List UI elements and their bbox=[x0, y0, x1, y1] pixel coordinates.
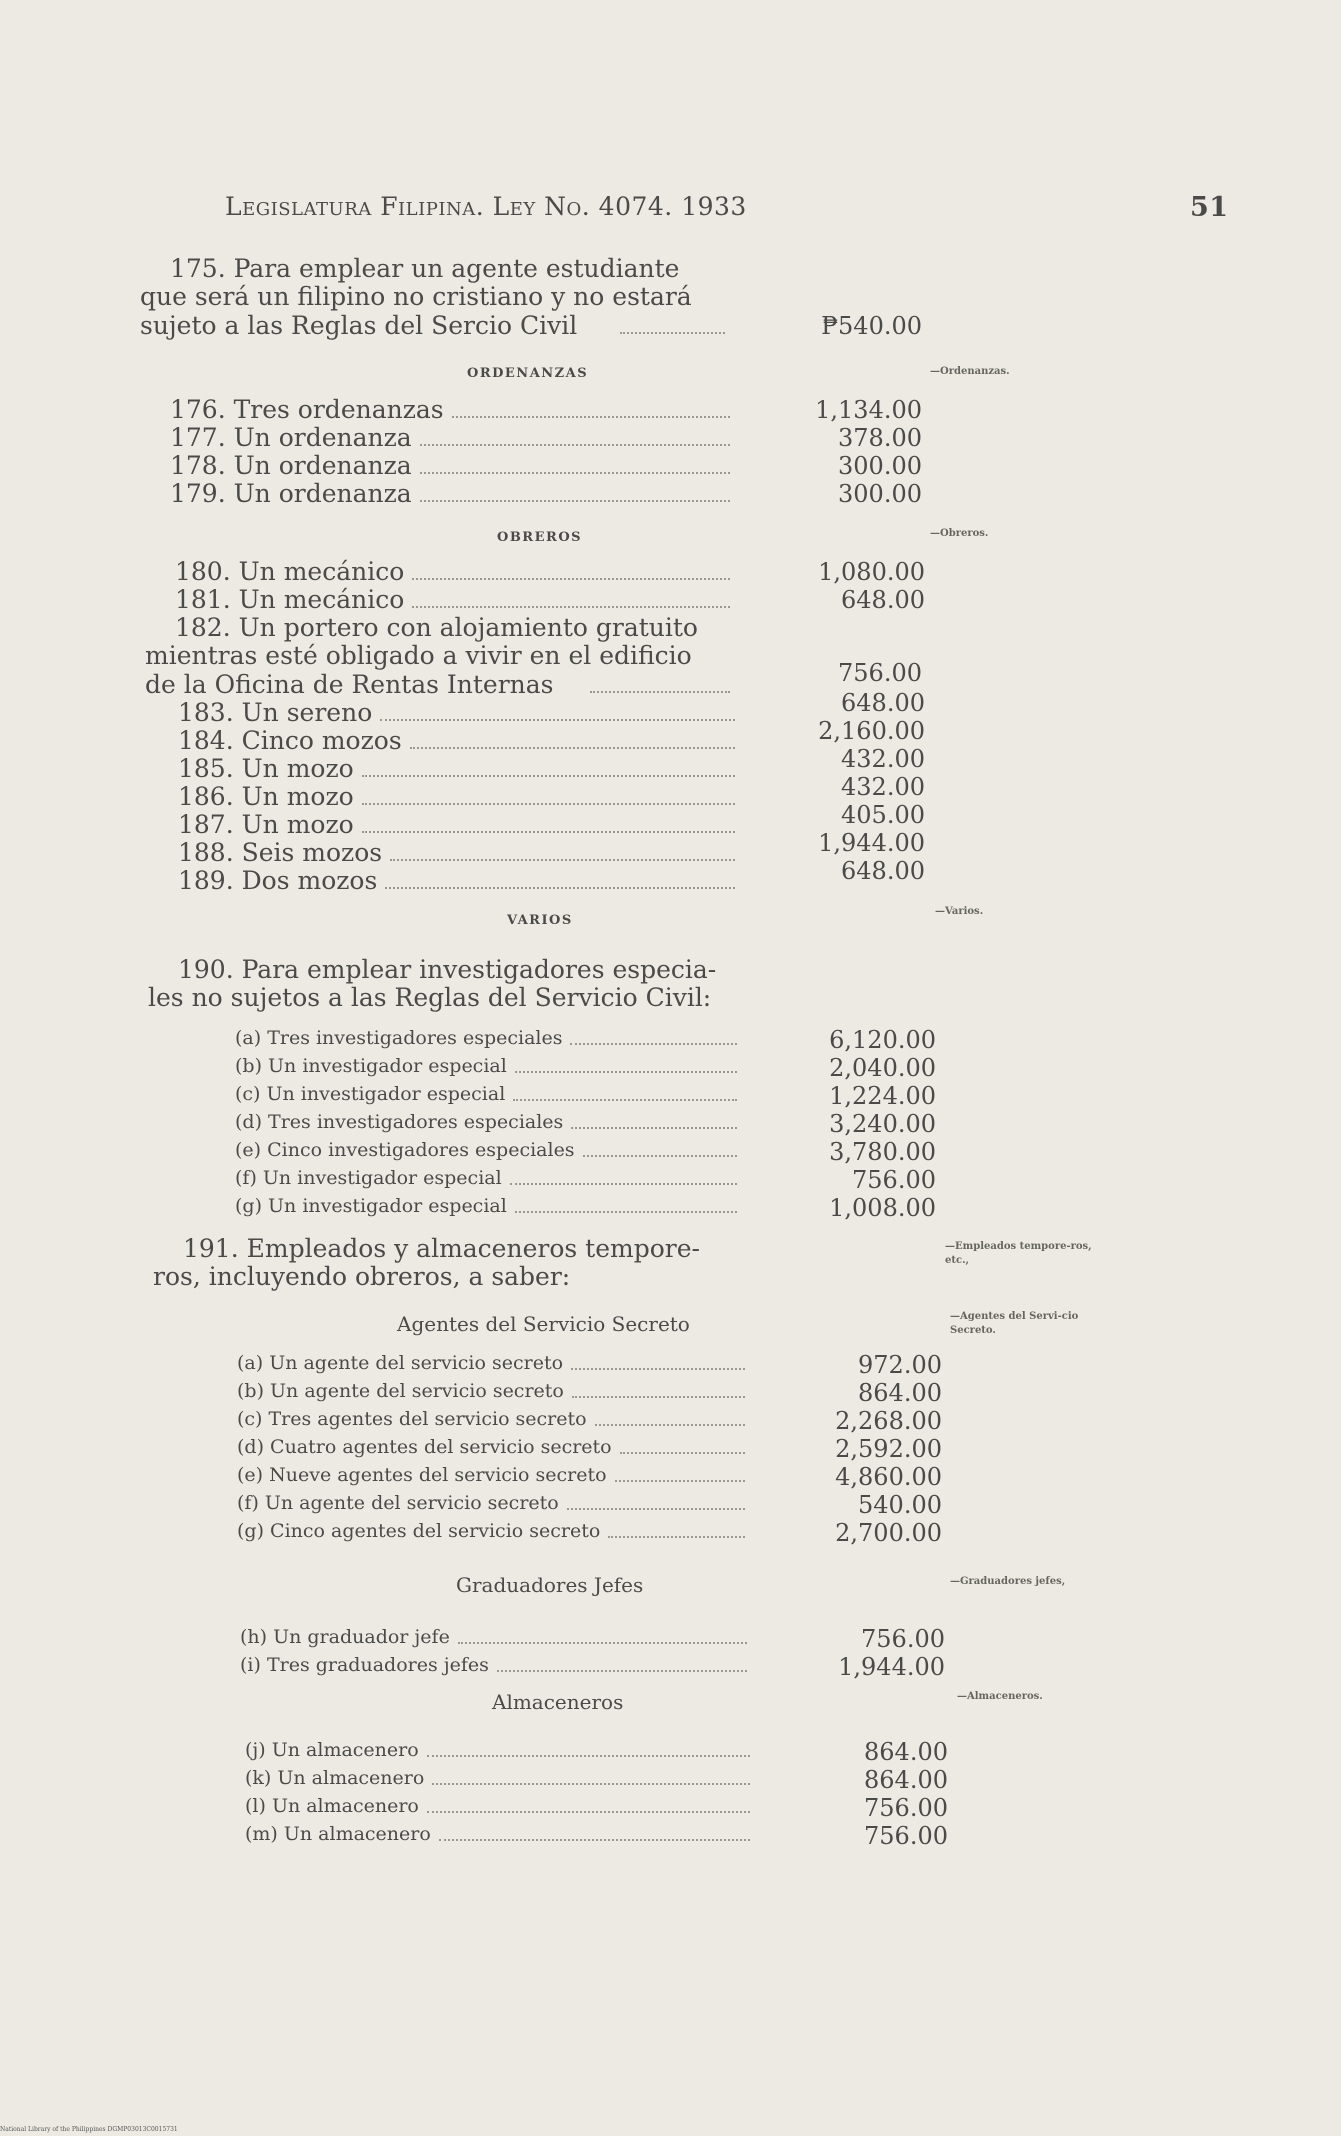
line-item-label: (g) Cinco agentes del servicio secreto bbox=[237, 1520, 601, 1542]
line-item bbox=[240, 1624, 752, 1651]
line-item-label: (d) Tres investigadores especiales bbox=[235, 1111, 564, 1133]
section-heading-varios: VARIOS bbox=[507, 913, 573, 928]
section-heading-ordenanzas: ORDENANZAS bbox=[467, 366, 589, 381]
line-item-amount: 1,944.00 bbox=[838, 1653, 945, 1681]
line-item bbox=[235, 1025, 742, 1052]
leader-dots bbox=[420, 479, 730, 502]
margin-note-almaceneros: —Almaceneros. bbox=[957, 1691, 1043, 1702]
leader-dots bbox=[615, 1462, 745, 1482]
leader-dots bbox=[385, 866, 735, 889]
margin-note-agentes: —Agentes del Servi-cio Secreto. bbox=[950, 1311, 1079, 1336]
item-175-line-3-label: sujeto a las Reglas del Sercio Civil bbox=[140, 311, 578, 340]
line-item-label: (j) Un almacenero bbox=[245, 1739, 419, 1761]
leader-dots bbox=[390, 838, 735, 861]
item-191-line-1: 191. Empleados y almaceneros tempore- bbox=[183, 1234, 700, 1263]
line-item bbox=[237, 1434, 750, 1461]
leader-dots bbox=[513, 1081, 737, 1101]
line-item-label: 177. Un ordenanza bbox=[170, 423, 412, 452]
item-190-line-1: 190. Para emplear investigadores especia- bbox=[178, 955, 717, 984]
line-item bbox=[178, 754, 740, 784]
leader-dots bbox=[570, 1025, 737, 1045]
line-item-amount: 1,134.00 bbox=[815, 396, 922, 424]
line-item-label: 178. Un ordenanza bbox=[170, 451, 412, 480]
line-item-amount: 2,040.00 bbox=[829, 1054, 936, 1082]
line-item bbox=[237, 1518, 750, 1545]
leader-dots bbox=[497, 1652, 747, 1672]
leader-dots bbox=[362, 754, 735, 777]
page-header bbox=[225, 192, 1229, 228]
item-182-line-1: 182. Un portero con alojamiento gratuito bbox=[175, 613, 698, 642]
line-item-amount: 2,700.00 bbox=[835, 1519, 942, 1547]
leader-dots bbox=[380, 698, 735, 721]
line-item bbox=[170, 395, 735, 425]
line-item-amount: 2,268.00 bbox=[835, 1407, 942, 1435]
leader-dots bbox=[427, 1737, 750, 1757]
line-item-amount: 648.00 bbox=[841, 689, 925, 717]
line-item-amount: 1,080.00 bbox=[818, 558, 925, 586]
page-number: 51 bbox=[1190, 192, 1229, 223]
line-item-label: (h) Un graduador jefe bbox=[240, 1626, 450, 1648]
line-item bbox=[235, 1081, 742, 1108]
line-item-amount: 3,780.00 bbox=[829, 1138, 936, 1166]
line-item-label: (e) Cinco investigadores especiales bbox=[235, 1139, 575, 1161]
item-182-amount: 756.00 bbox=[838, 659, 922, 687]
leader-dots bbox=[362, 782, 735, 805]
line-item-amount: 300.00 bbox=[838, 452, 922, 480]
line-item bbox=[178, 838, 740, 868]
leader-dots bbox=[412, 585, 730, 608]
line-item-label: (m) Un almacenero bbox=[245, 1823, 431, 1845]
leader-dots bbox=[572, 1378, 745, 1398]
leader-dots bbox=[590, 670, 730, 693]
line-item-amount: 756.00 bbox=[864, 1794, 948, 1822]
line-item bbox=[237, 1490, 750, 1517]
line-item-label: 183. Un sereno bbox=[178, 698, 373, 727]
line-item bbox=[237, 1462, 750, 1489]
leader-dots bbox=[595, 1406, 745, 1426]
line-item-label: 187. Un mozo bbox=[178, 810, 354, 839]
line-item bbox=[245, 1793, 755, 1820]
line-item-amount: 2,592.00 bbox=[835, 1435, 942, 1463]
item-175-amount: ₱540.00 bbox=[821, 312, 922, 340]
line-item-amount: 648.00 bbox=[841, 857, 925, 885]
line-item-amount: 300.00 bbox=[838, 480, 922, 508]
margin-note-varios: —Varios. bbox=[935, 906, 984, 917]
line-item-label: 180. Un mecánico bbox=[175, 557, 405, 586]
line-item bbox=[175, 585, 735, 615]
leader-dots bbox=[583, 1137, 737, 1157]
line-item-label: 185. Un mozo bbox=[178, 754, 354, 783]
line-item-amount: 432.00 bbox=[841, 773, 925, 801]
line-item-amount: 6,120.00 bbox=[829, 1026, 936, 1054]
leader-dots bbox=[620, 1434, 745, 1454]
line-item bbox=[178, 866, 740, 896]
leader-dots bbox=[571, 1350, 745, 1370]
margin-note-graduadores: —Graduadores jefes, bbox=[950, 1576, 1066, 1587]
line-item-label: (c) Un investigador especial bbox=[235, 1083, 506, 1105]
line-item-amount: 432.00 bbox=[841, 745, 925, 773]
line-item-label: (g) Un investigador especial bbox=[235, 1195, 507, 1217]
scan-footer: National Library of the Philippines DGMP03013C0015731 bbox=[0, 2126, 178, 2133]
margin-note-ordenanzas: —Ordenanzas. bbox=[930, 366, 1010, 377]
line-item bbox=[175, 557, 735, 587]
leader-dots bbox=[620, 311, 725, 334]
leader-dots bbox=[420, 423, 730, 446]
item-182-line-2: mientras esté obligado a vivir en el edificio bbox=[145, 641, 692, 670]
line-item bbox=[235, 1165, 742, 1192]
line-item bbox=[235, 1109, 742, 1136]
line-item-label: (b) Un investigador especial bbox=[235, 1055, 507, 1077]
line-item-label: (f) Un investigador especial bbox=[235, 1167, 502, 1189]
line-item-label: 189. Dos mozos bbox=[178, 866, 378, 895]
leader-dots bbox=[608, 1518, 745, 1538]
subheading-almaceneros: Almaceneros bbox=[492, 1690, 624, 1714]
line-item bbox=[245, 1765, 755, 1792]
item-182-line-3-label: de la Oficina de Rentas Internas bbox=[145, 670, 554, 699]
leader-dots bbox=[458, 1624, 747, 1644]
item-190-line-2: les no sujetos a las Reglas del Servicio Civil: bbox=[148, 983, 712, 1012]
line-item bbox=[240, 1652, 752, 1679]
item-175-line-3 bbox=[140, 311, 730, 341]
line-item bbox=[237, 1350, 750, 1377]
line-item-amount: 1,224.00 bbox=[829, 1082, 936, 1110]
leader-dots bbox=[420, 451, 730, 474]
line-item bbox=[237, 1378, 750, 1405]
line-item-label: 184. Cinco mozos bbox=[178, 726, 402, 755]
item-175-line-2: que será un filipino no cristiano y no estará bbox=[140, 282, 692, 311]
section-heading-obreros: OBREROS bbox=[497, 530, 583, 545]
item-175-line-1: 175. Para emplear un agente estudiante bbox=[170, 254, 680, 283]
leader-dots bbox=[412, 557, 730, 580]
line-item-amount: 1,944.00 bbox=[818, 829, 925, 857]
leader-dots bbox=[362, 810, 735, 833]
line-item-label: (d) Cuatro agentes del servicio secreto bbox=[237, 1436, 612, 1458]
line-item bbox=[245, 1737, 755, 1764]
line-item-label: (c) Tres agentes del servicio secreto bbox=[237, 1408, 587, 1430]
line-item-label: (a) Tres investigadores especiales bbox=[235, 1027, 563, 1049]
leader-dots bbox=[571, 1109, 737, 1129]
line-item-amount: 2,160.00 bbox=[818, 717, 925, 745]
line-item-amount: 540.00 bbox=[858, 1491, 942, 1519]
leader-dots bbox=[439, 1821, 750, 1841]
subheading-agentes: Agentes del Servicio Secreto bbox=[397, 1312, 690, 1336]
line-item-label: (i) Tres graduadores jefes bbox=[240, 1654, 489, 1676]
running-title: Legislatura Filipina. Ley No. 4074. 1933 bbox=[225, 192, 747, 221]
line-item-label: (l) Un almacenero bbox=[245, 1795, 419, 1817]
line-item-amount: 972.00 bbox=[858, 1351, 942, 1379]
leader-dots bbox=[427, 1793, 750, 1813]
line-item-amount: 864.00 bbox=[864, 1766, 948, 1794]
line-item bbox=[170, 423, 735, 453]
subheading-graduadores: Graduadores Jefes bbox=[456, 1573, 644, 1597]
line-item bbox=[235, 1137, 742, 1164]
line-item-label: (a) Un agente del servicio secreto bbox=[237, 1352, 564, 1374]
leader-dots bbox=[432, 1765, 750, 1785]
line-item-amount: 1,008.00 bbox=[829, 1194, 936, 1222]
line-item bbox=[245, 1821, 755, 1848]
line-item-label: (b) Un agente del servicio secreto bbox=[237, 1380, 564, 1402]
line-item-amount: 378.00 bbox=[838, 424, 922, 452]
line-item-label: 181. Un mecánico bbox=[175, 585, 405, 614]
line-item-label: 176. Tres ordenanzas bbox=[170, 395, 444, 424]
line-item bbox=[170, 479, 735, 509]
line-item-amount: 648.00 bbox=[841, 586, 925, 614]
margin-note-obreros: —Obreros. bbox=[930, 528, 989, 539]
line-item-amount: 4,860.00 bbox=[835, 1463, 942, 1491]
leader-dots bbox=[410, 726, 735, 749]
line-item-label: 186. Un mozo bbox=[178, 782, 354, 811]
line-item-amount: 756.00 bbox=[864, 1822, 948, 1850]
line-item bbox=[170, 451, 735, 481]
line-item bbox=[235, 1193, 742, 1220]
line-item bbox=[178, 726, 740, 756]
line-item-amount: 864.00 bbox=[864, 1738, 948, 1766]
leader-dots bbox=[510, 1165, 737, 1185]
line-item-label: (k) Un almacenero bbox=[245, 1767, 425, 1789]
line-item-amount: 756.00 bbox=[852, 1166, 936, 1194]
line-item-amount: 3,240.00 bbox=[829, 1110, 936, 1138]
line-item bbox=[178, 698, 740, 728]
leader-dots bbox=[567, 1490, 745, 1510]
line-item-label: (f) Un agente del servicio secreto bbox=[237, 1492, 559, 1514]
line-item-label: 188. Seis mozos bbox=[178, 838, 383, 867]
line-item-label: 179. Un ordenanza bbox=[170, 479, 412, 508]
leader-dots bbox=[515, 1053, 737, 1073]
margin-note-empleados: —Empleados tempore-ros, etc., bbox=[945, 1241, 1092, 1266]
line-item-amount: 756.00 bbox=[861, 1625, 945, 1653]
leader-dots bbox=[515, 1193, 737, 1213]
line-item bbox=[178, 782, 740, 812]
line-item bbox=[235, 1053, 742, 1080]
item-182-line-3 bbox=[145, 670, 735, 700]
item-191-line-2: ros, incluyendo obreros, a saber: bbox=[153, 1262, 571, 1291]
line-item bbox=[237, 1406, 750, 1433]
leader-dots bbox=[452, 395, 730, 418]
line-item-label: (e) Nueve agentes del servicio secreto bbox=[237, 1464, 607, 1486]
line-item bbox=[178, 810, 740, 840]
line-item-amount: 405.00 bbox=[841, 801, 925, 829]
line-item-amount: 864.00 bbox=[858, 1379, 942, 1407]
